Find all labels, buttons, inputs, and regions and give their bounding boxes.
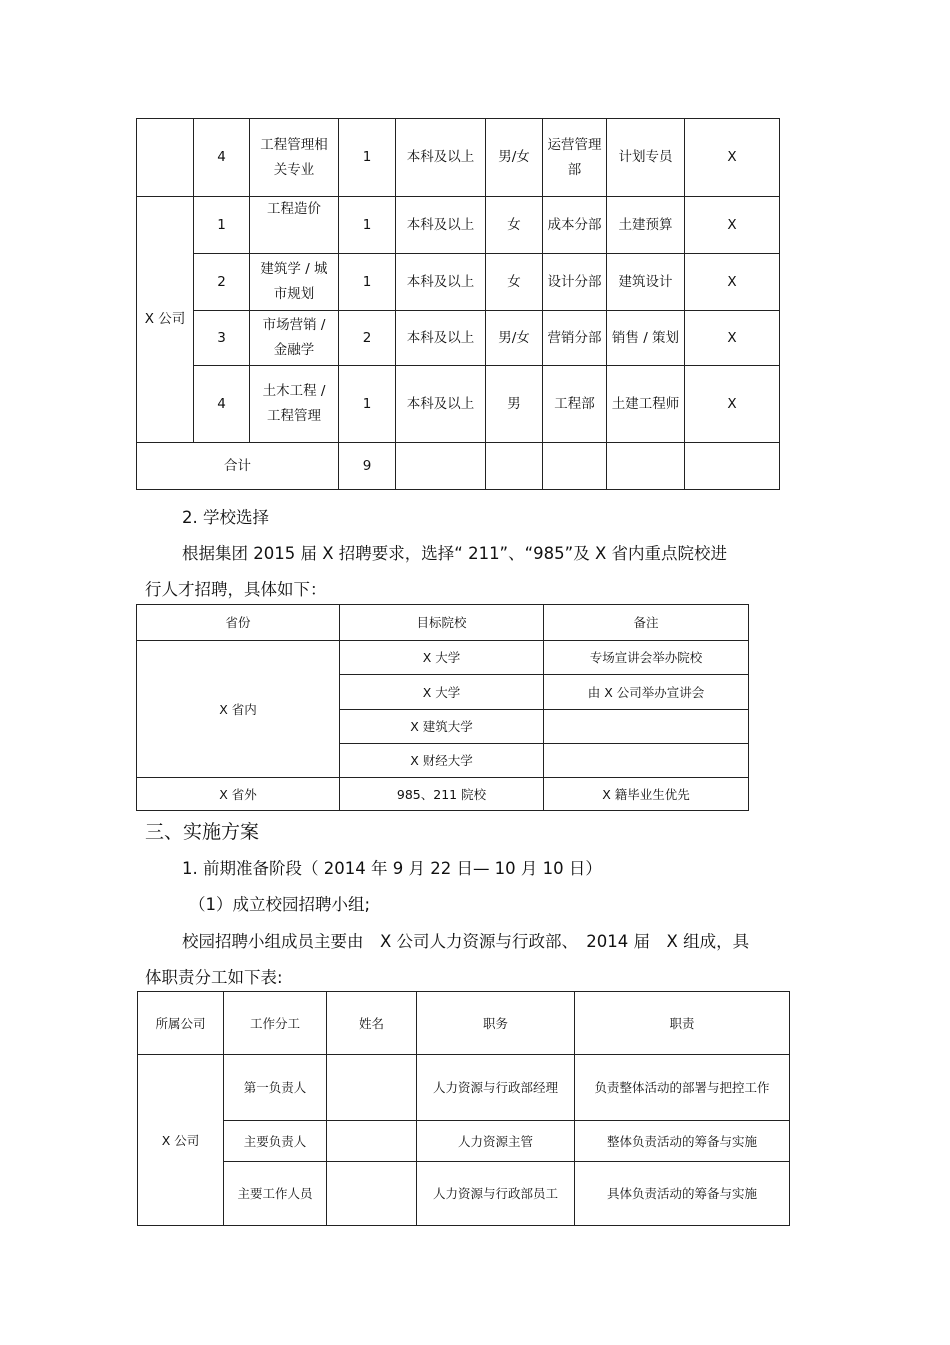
note-cell: X	[685, 197, 780, 254]
department-cell: 工程部	[543, 366, 607, 443]
province-cell: X 省内	[137, 641, 340, 778]
gender-cell: 女	[486, 254, 543, 311]
duty-cell: 负责整体活动的部署与把控工作	[575, 1055, 790, 1121]
education-cell: 本科及以上	[396, 366, 486, 443]
total-value: 9	[339, 443, 396, 490]
post-cell: 土建预算	[607, 197, 685, 254]
gender-cell: 女	[486, 197, 543, 254]
table-row	[137, 197, 780, 254]
count-cell: 1	[339, 366, 396, 443]
count-cell: 1	[339, 119, 396, 197]
school-selection-table	[136, 604, 749, 811]
table-row	[137, 641, 749, 675]
recruitment-plan-table	[136, 118, 780, 490]
post-cell: 销售 / 策划	[607, 311, 685, 366]
major-cell: 工程造价	[250, 197, 339, 254]
table-row	[137, 119, 780, 197]
stage1-heading: 1. 前期准备阶段（ 2014 年 9 月 22 日— 10 月 10 日）	[182, 859, 602, 878]
company-cell: X 公司	[137, 197, 194, 443]
role-cell: 主要工作人员	[224, 1162, 327, 1226]
school-cell: X 建筑大学	[340, 710, 544, 744]
title-cell: 人力资源主管	[417, 1121, 575, 1162]
header-company: 所属公司	[138, 992, 224, 1055]
department-cell: 设计分部	[543, 254, 607, 311]
note-cell	[544, 744, 749, 778]
step1-heading: （1）成立校园招聘小组;	[189, 895, 371, 914]
province-cell: X 省外	[137, 778, 340, 811]
header-duty: 职责	[575, 992, 790, 1055]
count-cell: 1	[339, 197, 396, 254]
role-cell: 第一负责人	[224, 1055, 327, 1121]
note-cell: 由 X 公司举办宣讲会	[544, 675, 749, 710]
gender-cell: 男	[486, 366, 543, 443]
header-school: 目标院校	[340, 605, 544, 641]
title-cell: 人力资源与行政部经理	[417, 1055, 575, 1121]
major-cell: 土木工程 / 工程管理	[250, 366, 339, 443]
row-number: 3	[194, 311, 250, 366]
role-cell: 主要负责人	[224, 1121, 327, 1162]
gender-cell: 男/女	[486, 311, 543, 366]
header-note: 备注	[544, 605, 749, 641]
name-cell	[327, 1121, 417, 1162]
total-label: 合计	[137, 443, 339, 490]
table-header-row	[137, 605, 749, 641]
school-cell: X 财经大学	[340, 744, 544, 778]
major-cell: 市场营销 / 金融学	[250, 311, 339, 366]
count-cell: 1	[339, 254, 396, 311]
section2-paragraph-line1: 根据集团 2015 届 X 招聘要求，选择“ 211”、“985”及 X 省内重点院校进	[182, 544, 727, 563]
total-row	[137, 443, 780, 490]
row-number: 4	[194, 119, 250, 197]
major-cell: 建筑学 / 城市规划	[250, 254, 339, 311]
major-cell: 工程管理相关专业	[250, 119, 339, 197]
section3-title: 三、实施方案	[145, 821, 260, 843]
header-name: 姓名	[327, 992, 417, 1055]
name-cell	[327, 1055, 417, 1121]
department-cell: 营销分部	[543, 311, 607, 366]
header-role: 工作分工	[224, 992, 327, 1055]
section3-paragraph-line2: 体职责分工如下表:	[145, 968, 283, 987]
department-cell: 运营管理部	[543, 119, 607, 197]
section2-paragraph-line2: 行人才招聘，具体如下：	[145, 580, 327, 599]
note-cell: X	[685, 254, 780, 311]
row-number: 4	[194, 366, 250, 443]
gender-cell: 男/女	[486, 119, 543, 197]
header-title: 职务	[417, 992, 575, 1055]
school-cell: X 大学	[340, 641, 544, 675]
company-cell: X 公司	[138, 1055, 224, 1226]
header-province: 省份	[137, 605, 340, 641]
post-cell: 建筑设计	[607, 254, 685, 311]
note-cell: X 籍毕业生优先	[544, 778, 749, 811]
section2-title: 2. 学校选择	[182, 508, 269, 527]
department-cell: 成本分部	[543, 197, 607, 254]
post-cell: 土建工程师	[607, 366, 685, 443]
duty-cell: 具体负责活动的筹备与实施	[575, 1162, 790, 1226]
note-cell: 专场宣讲会举办院校	[544, 641, 749, 675]
name-cell	[327, 1162, 417, 1226]
education-cell: 本科及以上	[396, 119, 486, 197]
education-cell: 本科及以上	[396, 197, 486, 254]
table-row	[137, 366, 780, 443]
table-row	[138, 1055, 790, 1121]
row-number: 2	[194, 254, 250, 311]
table-header-row	[138, 992, 790, 1055]
table-row	[137, 311, 780, 366]
education-cell: 本科及以上	[396, 254, 486, 311]
school-cell: 985、211 院校	[340, 778, 544, 811]
table-row	[138, 1162, 790, 1226]
title-cell: 人力资源与行政部员工	[417, 1162, 575, 1226]
table-row	[137, 778, 749, 811]
school-cell: X 大学	[340, 675, 544, 710]
table-row	[137, 254, 780, 311]
post-cell: 计划专员	[607, 119, 685, 197]
education-cell: 本科及以上	[396, 311, 486, 366]
team-duty-table	[137, 991, 790, 1226]
table-row	[138, 1121, 790, 1162]
row-number: 1	[194, 197, 250, 254]
note-cell: X	[685, 119, 780, 197]
note-cell	[544, 710, 749, 744]
note-cell: X	[685, 366, 780, 443]
note-cell: X	[685, 311, 780, 366]
section3-paragraph-line1: 校园招聘小组成员主要由 X 公司人力资源与行政部、 2014 届 X 组成，具	[182, 932, 750, 951]
company-cell-blank	[137, 119, 194, 197]
count-cell: 2	[339, 311, 396, 366]
duty-cell: 整体负责活动的筹备与实施	[575, 1121, 790, 1162]
